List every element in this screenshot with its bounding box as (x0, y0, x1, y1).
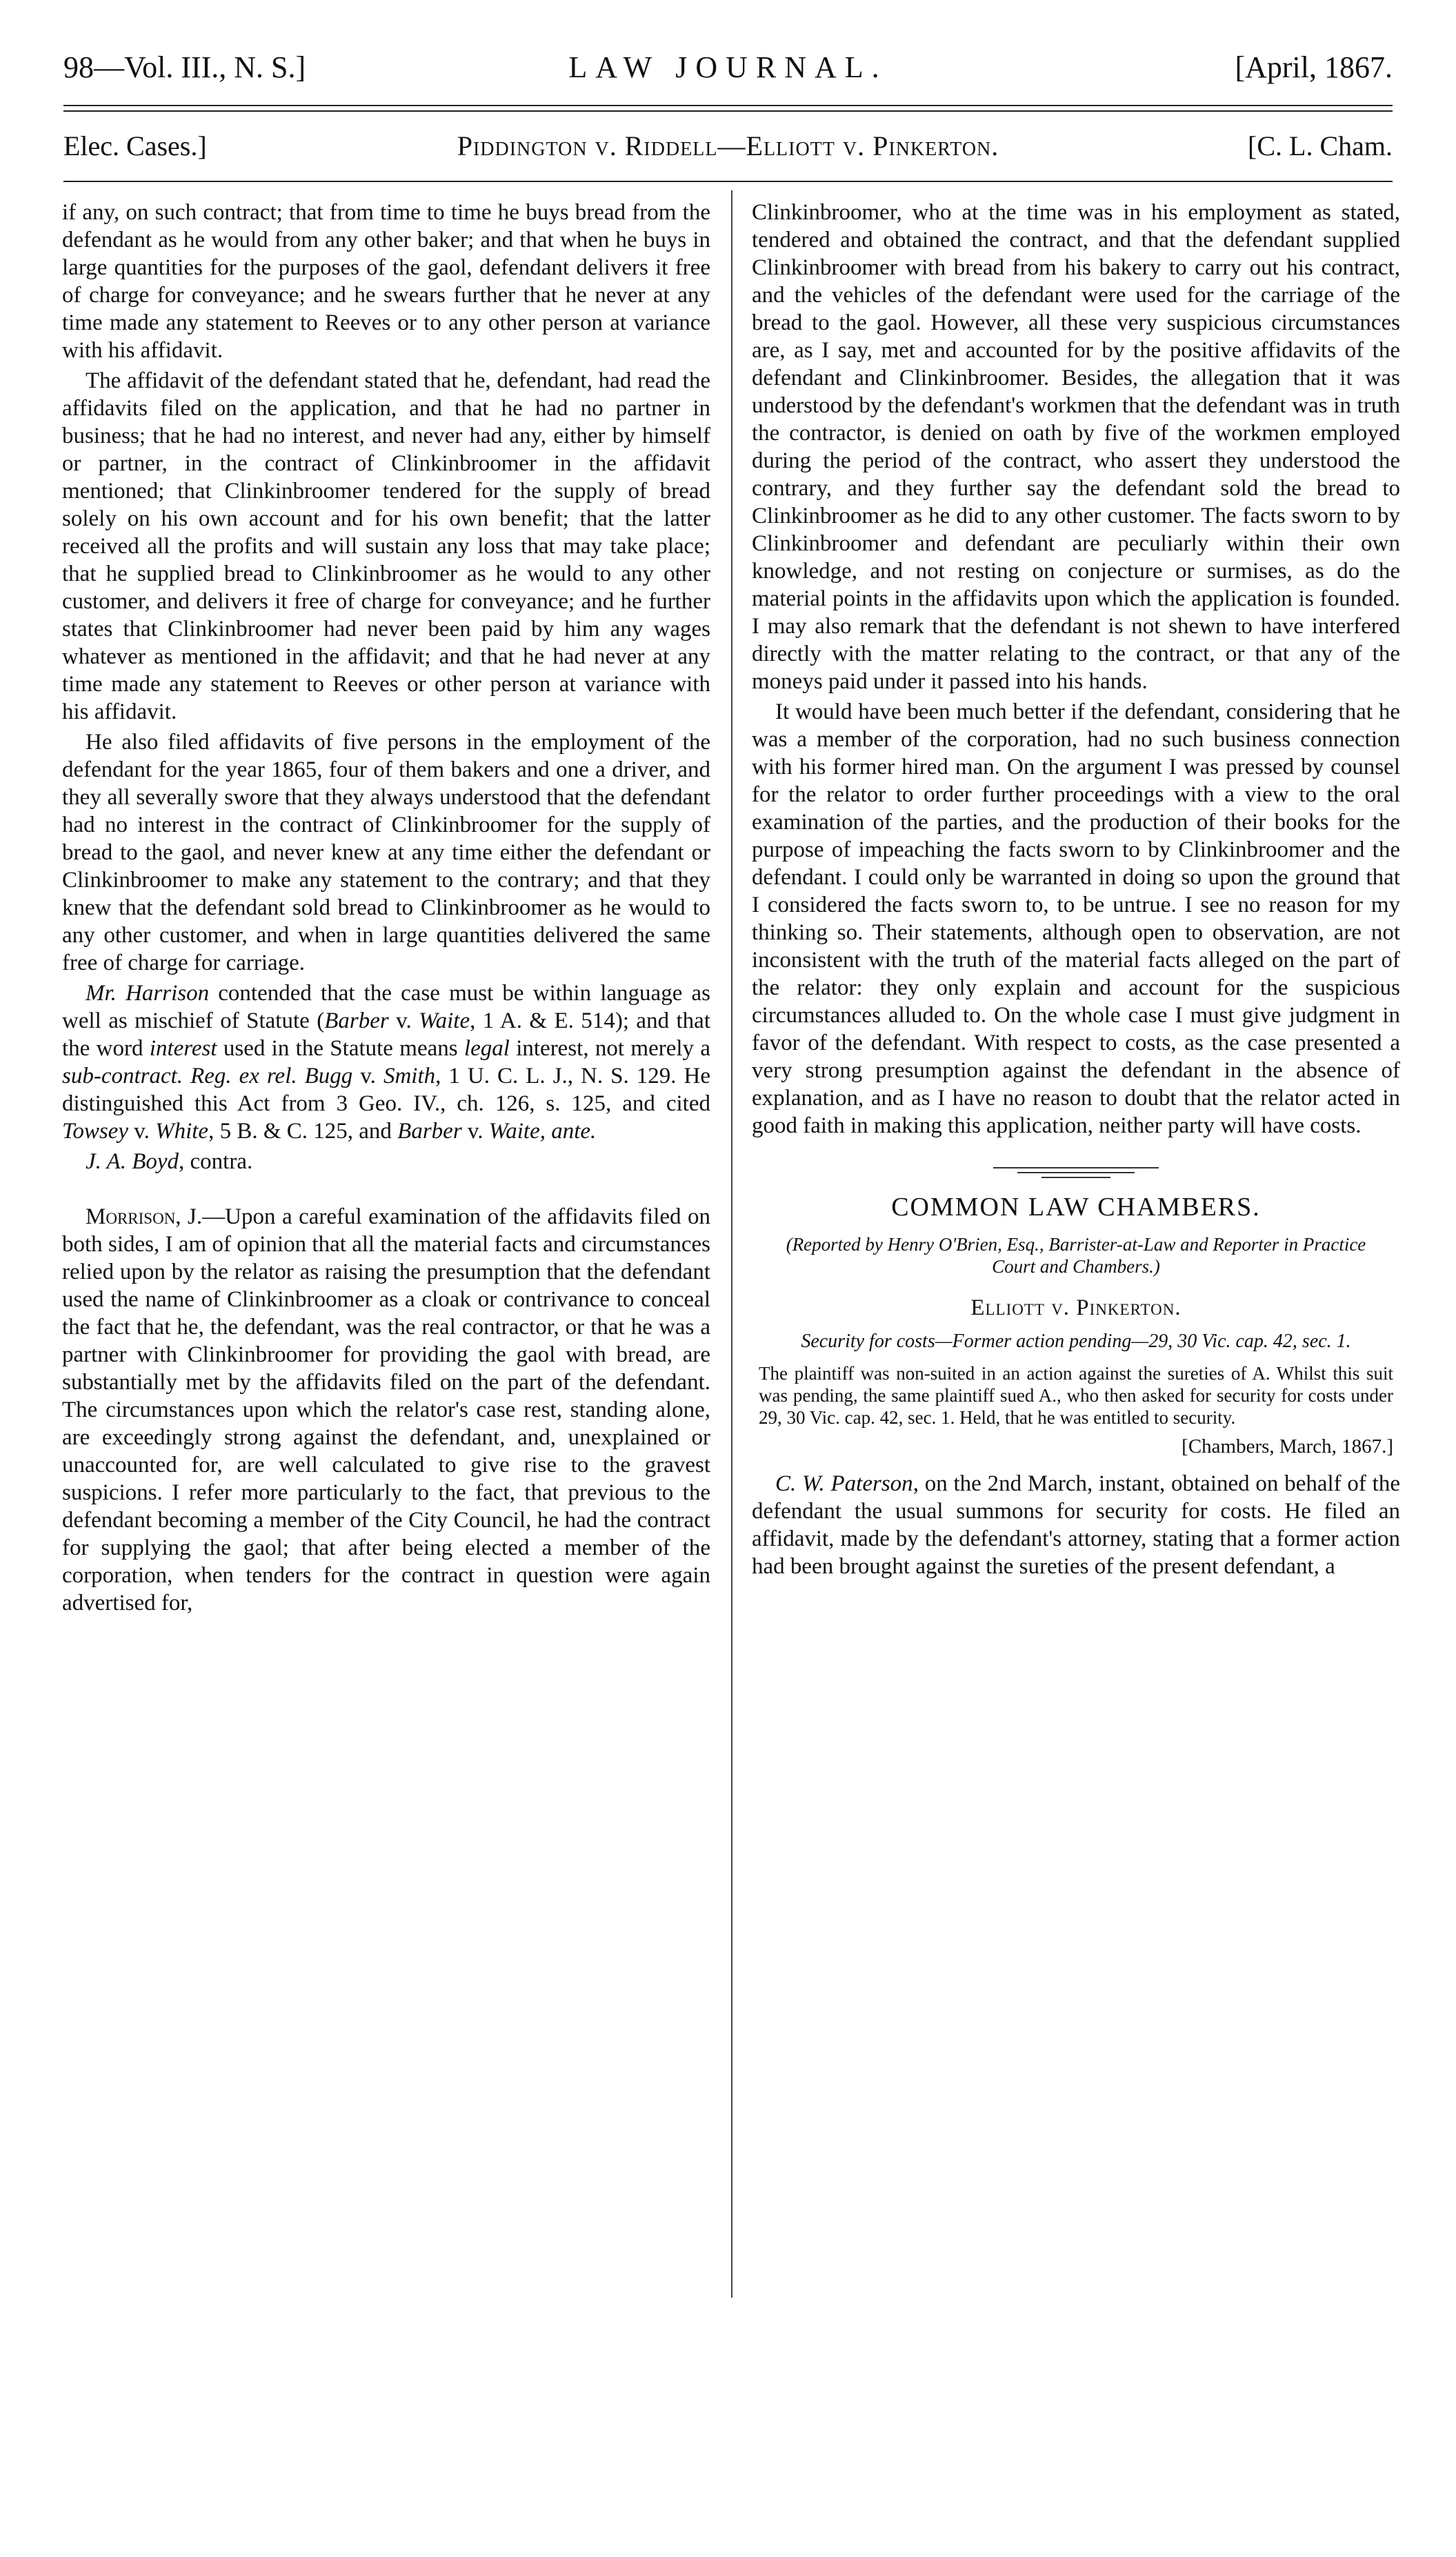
text-run: interest, not merely a (509, 1036, 710, 1061)
case-name: sub-contract. Reg. ex rel. Bugg (62, 1064, 353, 1088)
text-run: , contra. (179, 1149, 253, 1174)
running-head (63, 50, 1393, 91)
judge-name: Morrison, J. (86, 1204, 203, 1229)
emphasis: interest (149, 1036, 217, 1061)
text-run: v. (461, 1119, 489, 1144)
case-name: Smith (383, 1064, 436, 1088)
case-title: Elliott v. Pinkerton. (970, 1295, 1181, 1320)
text-run: contended that the case must be within language as well as mischief of Statute ( (62, 981, 710, 1033)
text-run: —Upon a careful examination of the affidavits filed on both sides, I am of opinion that all the material facts and circumstances relied upon by the relator as raising the presumption that the defendant used the name of Clinkinbroomer as a cloak or contrivance to conceal the fact that he, the defendant, was the real contractor, or that he was a partner with Clinkinbroomer for providing the gaol with bread, are substantially met by the affidavits filed on the part of the defendant. The circumstances upon which the relator's case rest, standing alone, are exceedingly strong against the defendant, and, unexplained or unaccounted for, are well calculated to give rise to the gravest suspicions. I refer more particularly to the fact, that previous to the defendant becoming a member of the City Council, he had the contract for supplying the gaol; that after being elected a member of the corporation, when tenders for the contract in question were again advertised for, (62, 1204, 710, 1615)
text-run: used in the Statute means (217, 1036, 464, 1061)
case-name: Waite (419, 1008, 470, 1033)
subheader-case-names: Piddington v. Riddell—Elliott v. Pinkerton. (457, 130, 999, 161)
reporter-note: (Reported by Henry O'Brien, Esq., Barrister-at-Law and Reporter in Practice Court and Chambers.) (786, 1234, 1366, 1277)
left-column (62, 199, 710, 1620)
subheader-rule (63, 181, 1393, 182)
paragraph: The affidavit of the defendant stated that he, defendant, had read the affidavits filed on the application, and that he had no partner in business; that he had no interest, and never had any, either by himself or partner, in the contract of Clinkinbroomer in the affidavit mentioned; that Clinkinbroomer tendered for the supply of bread solely on his own account and for his own benefit; that the latter received all the profits and will sustain any loss that may take place; that he supplied bread to Clinkinbroomer as he would to any other customer, and delivers it free of charge for conveyance; and he further states that Clinkinbroomer had never been paid by him any wages whatever as mentioned in the affidavit; and that he had never at any time made any statement to Reeves or other person at variance with his affidavit. (62, 368, 710, 724)
case-name: Towsey (62, 1119, 128, 1144)
headnote-subject: Security for costs—Former action pending—29, 30 Vic. cap. 42, sec. 1. (801, 1331, 1351, 1352)
case-subheader (63, 130, 1393, 171)
text-run: v. (128, 1119, 156, 1144)
text-run: , 1 U. C. L. J., N. S. 129. He distinguished this Act from 3 Geo. IV., ch. 126, s. 125, and cited (62, 1064, 711, 1116)
paragraph: Clinkinbroomer, who at the time was in his employment as stated, tendered and obtained the contract, and that the defendant supplied Clinkinbroomer with bread from his bakery to carry out his contract, and the vehicles of the defendant were used for the carriage of the bread to the gaol. However, all these very suspicious circumstances are, as I say, met and accounted for by the positive affidavits of the defendant and Clinkinbroomer. Besides, the allegation that it was understood by the defendant's workmen that the defendant was in truth the contractor, is denied on oath by five of the workmen employed during the period of the contract, who assert they understood the contrary, and they further say the defendant sold the bread to Clinkinbroomer as he did to any other customer. The facts sworn to by Clinkinbroomer and defendant are peculiarly within their own knowledge, and not resting on conjecture or surmises, as do the material points in the affidavits upon which the application is founded. I may also remark that the defendant is not shewn to have interfered directly with the matter relating to the contract, or that any of the moneys paid under it passed into his hands. (752, 200, 1400, 694)
section-title: COMMON LAW CHAMBERS. (891, 1193, 1261, 1222)
paragraph (752, 1470, 1400, 1580)
paragraph: It would have been much better if the defendant, considering that he was a member of the corporation, had no such business connection with his former hired man. On the argument I was pressed by counsel for the relator to order further proceedings with a view to the oral examination of the parties, and the production of their books for the purpose of impeaching the facts sworn to by Clinkinbroomer and the defendant. I could only be warranted in doing so upon the ground that I considered the facts sworn to, to be untrue. I see no reason for my thinking so. Their statements, although open to observation, are not inconsistent with the truth of the material facts alleged on the part of the relator: they only explain and account for the suspicious circumstances alluded to. On the whole case I must give judgment in favor of the defendant. With respect to costs, as the case presented a very strong presumption against the defendant in the absence of explanation, and as I have no reason to doubt that the relator acted in good faith in making this application, neither party will have costs. (752, 699, 1400, 1138)
headnote: The plaintiff was non-suited in an action against the sureties of A. Whilst this suit was pending, the same plaintiff sued A., who then asked for security for costs under 29, 30 Vic. cap. 42, sec. 1. Held, that he was entitled to security. (759, 1363, 1393, 1428)
text-run: , 1 A. & E. 514); and that the word (62, 1008, 710, 1061)
case-name: Waite, ante. (488, 1119, 597, 1144)
argument-paragraph (62, 979, 710, 1145)
header-rule-top (63, 105, 1393, 106)
journal-title: LAW JOURNAL. (568, 50, 888, 84)
subheader-left: Elec. Cases.] (63, 130, 207, 161)
emphasis: legal (463, 1036, 510, 1061)
section-ornament (993, 1167, 1159, 1178)
issue-date: [April, 1867. (1235, 50, 1393, 84)
header-rule-bottom (63, 110, 1393, 112)
contra-paragraph (62, 1148, 710, 1175)
text-run: , on the 2nd March, instant, obtained on behalf of the defendant the usual summons for security for costs. He filed an affidavit, made by the defendant's attorney, stating that a former action had been brought against the sureties of the present defendant, a (752, 1471, 1400, 1579)
dateline: [Chambers, March, 1867.] (1181, 1435, 1393, 1457)
text-run: v. (388, 1008, 419, 1033)
right-column (752, 199, 1400, 1583)
subheader-right: [C. L. Cham. (1248, 130, 1393, 161)
page-number-volume: 98—Vol. III., N. S.] (63, 50, 306, 84)
text-run: v. (352, 1064, 383, 1088)
counsel-name: J. A. Boyd (86, 1149, 179, 1174)
paragraph: if any, on such contract; that from time to time he buys bread from the defendant as he would from any other baker; and that when he buys in large quantities for the purposes of the gaol, defendant delivers it free of charge for conveyance; and he swears further that he never at any time made any statement to Reeves or to any other person at variance with his affidavit. (62, 200, 710, 363)
case-name: White (155, 1119, 209, 1144)
counsel-name: Mr. Harrison (86, 981, 210, 1006)
case-name: Barber (397, 1119, 462, 1144)
column-divider (731, 190, 732, 2298)
case-name: Barber (324, 1008, 389, 1033)
paragraph: He also filed affidavits of five persons in the employment of the defendant for the year 1865, four of them bakers and one a driver, and they all severally swore that they always understood that the defendant had no interest in the contract of Clinkinbroomer for the supply of bread to the gaol, and never knew at any time either the defendant or Clinkinbroomer to make any statement to the contrary; and that they knew that the defendant sold bread to Clinkinbroomer as he would to any other customer, and when in large quantities delivered the same free of charge for carriage. (62, 730, 710, 975)
counsel-name: C. W. Paterson (775, 1471, 913, 1496)
text-run: , 5 B. & C. 125, and (208, 1119, 398, 1144)
judgment-paragraph (62, 1203, 710, 1617)
